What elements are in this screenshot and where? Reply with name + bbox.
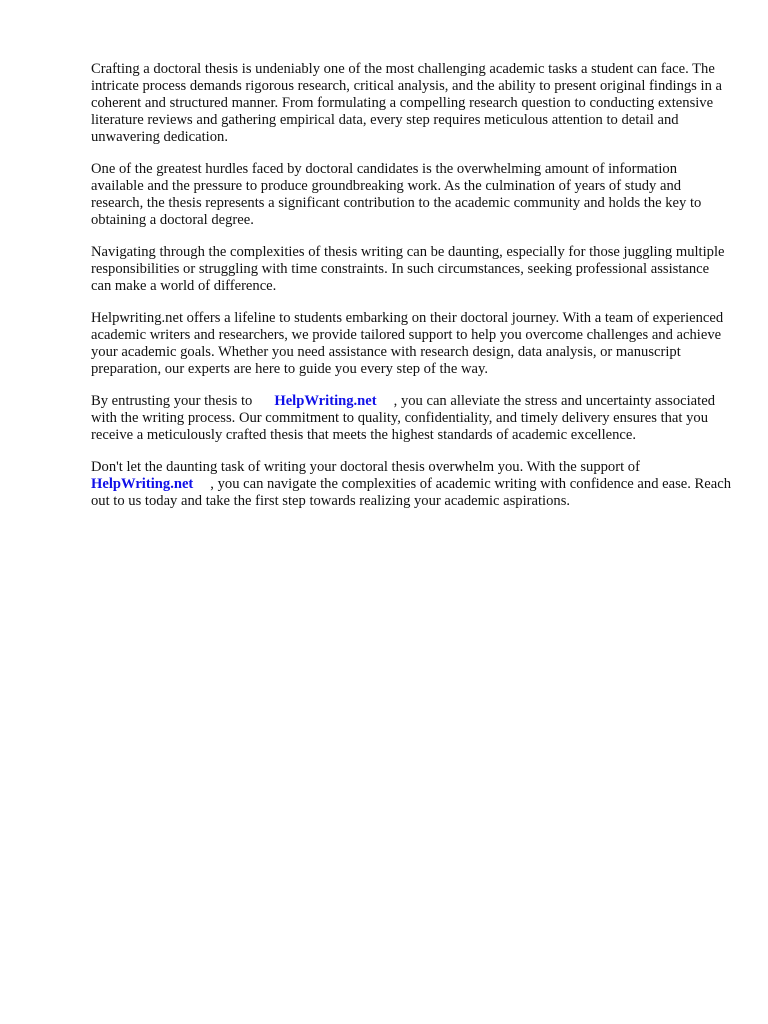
helpwriting-link-2[interactable]: HelpWriting.net — [91, 476, 194, 492]
paragraph-navigating: Navigating through the complexities of thesis writing can be daunting, especially for those juggling multiple responsibilities or struggling with time constraints. In such circumstances, seeking professional assistance can make a world of difference. — [91, 244, 725, 294]
paragraph-closing-rest: , you can navigate the complexities of academic writing with confidence and ease. Reach out to us today and take the first step towards realizing your academic aspirations. — [91, 476, 732, 509]
paragraph-closing — [91, 459, 731, 510]
paragraph-closing-lead: Don't let the daunting task of writing your doctoral thesis overwhelm you. With the support of — [91, 459, 640, 475]
paragraph-helpwriting: Helpwriting.net offers a lifeline to students embarking on their doctoral journey. With a team of experienced academic writers and researchers, we provide tailored support to help you overcome challenges and achieve your academic goals. Whether you need assistance with research design, data analysis, or manuscript preparation, our experts are here to guide you every step of the way. — [91, 310, 724, 377]
paragraph-intro: Crafting a doctoral thesis is undeniably one of the most challenging academic tasks a student can face. The intricate process demands rigorous research, critical analysis, and the ability to present original findings in a coherent and structured manner. From formulating a compelling research question to conducting extensive literature reviews and gathering empirical data, every step requires meticulous attention to detail and unwavering dedication. — [91, 61, 722, 145]
helpwriting-link[interactable]: HelpWriting.net — [274, 393, 377, 409]
paragraph-entrusting-lead: By entrusting your thesis to — [91, 393, 253, 409]
paragraph-entrusting-rest: , you can alleviate the stress and uncertainty associated with the writing process. Our commitment to quality, confidentiality, and timely delivery ensures that you receive a meticulously crafted thesis that meets the highest standards of academic excellence. — [91, 393, 715, 443]
paragraph-entrusting — [91, 393, 731, 444]
paragraph-hurdles: One of the greatest hurdles faced by doctoral candidates is the overwhelming amount of information available and the pressure to produce groundbreaking work. As the culmination of years of study and research, the thesis represents a significant contribution to the academic community and holds the key to obtaining a doctoral degree. — [91, 161, 702, 228]
document-body — [91, 61, 731, 525]
